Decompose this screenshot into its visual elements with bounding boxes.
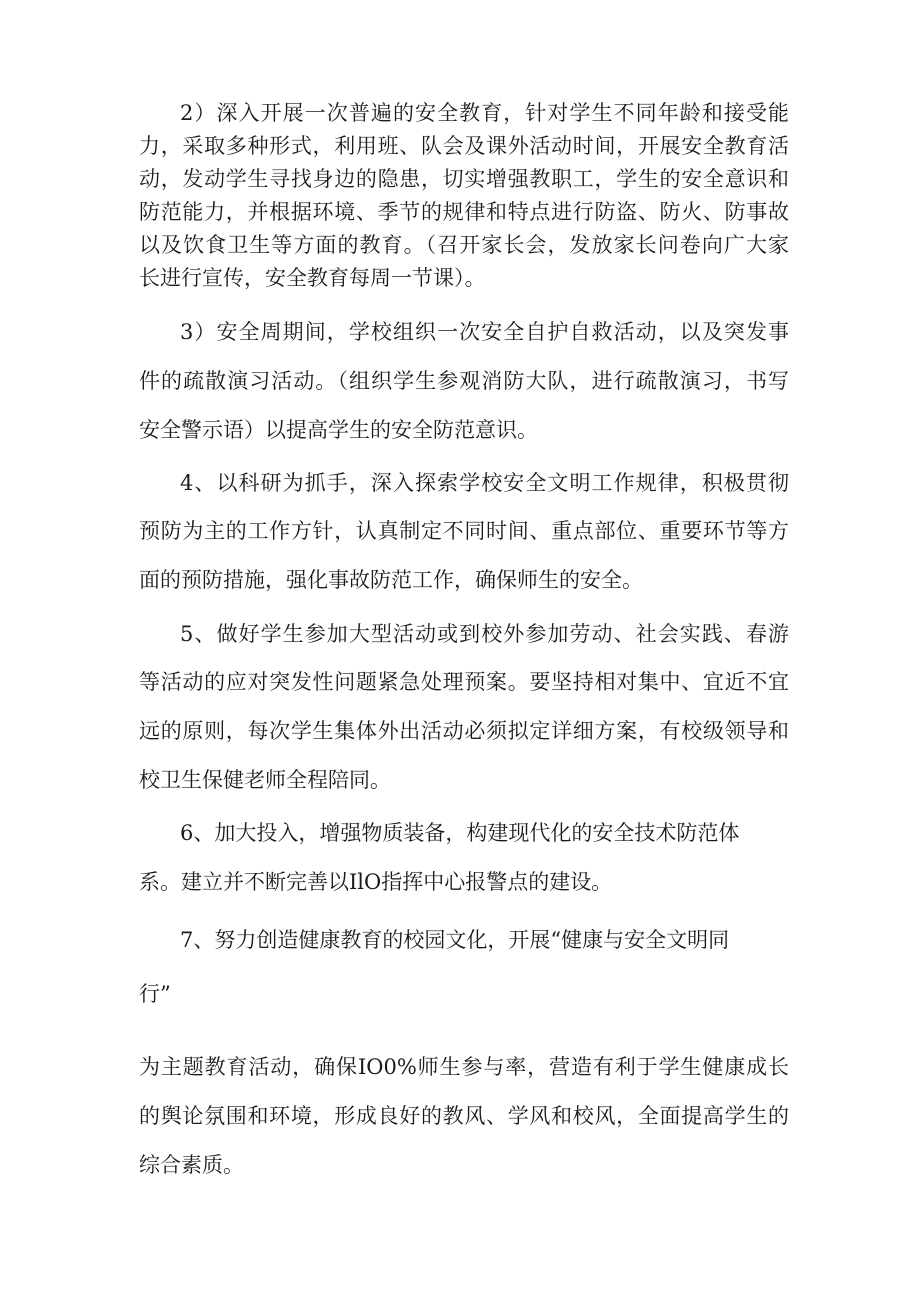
text-line: 3）安全周期间，学校组织一次安全自护自救活动，以及突发事 <box>180 320 789 344</box>
text-line: 以及饮食卫生等方面的教育。（召开家长会，发放家长问卷向广大家 <box>139 233 789 257</box>
text-line: 7、努力创造健康教育的校园文化，开展“健康与安全文明同 <box>180 928 730 952</box>
text-line: 安全警示语）以提高学生的安全防范意识。 <box>139 418 538 442</box>
text-line: 的舆论氛围和环境，形成良好的教风、学风和校风，全面提高学生的 <box>139 1104 789 1128</box>
text-line: 面的预防措施，强化事故防范工作，确保师生的安全。 <box>139 568 643 592</box>
text-line: 件的疏散演习活动。（组织学生参观消防大队，进行疏散演习，书写 <box>139 369 789 393</box>
text-line: 长进行宣传，安全教育每周一节课）。 <box>139 266 486 290</box>
text-line: 5、做好学生参加大型活动或到校外参加劳动、社会实践、春游 <box>180 622 789 646</box>
text-line: 动，发动学生寻找身边的隐患，切实增强教职工，学生的安全意识和 <box>139 167 789 191</box>
text-line: 预防为主的工作方针，认真制定不同时间、重点部位、重要环节等方 <box>139 519 789 543</box>
text-line: 4、以科研为抓手，深入探索学校安全文明工作规律，积极贯彻 <box>180 471 789 495</box>
text-line: 校卫生保健老师全程陪同。 <box>139 768 391 792</box>
text-line: 系。建立并不断完善以IlO指挥中心报警点的建设。 <box>139 870 613 894</box>
text-line: 6、加大投入，增强物质装备，构建现代化的安全技术防范体 <box>180 821 740 845</box>
text-line: 综合素质。 <box>139 1153 244 1177</box>
text-line: 等活动的应对突发性问题紧急处理预案。要坚持相对集中、宜近不宜 <box>139 670 789 694</box>
text-line: 远的原则，每次学生集体外出活动必须拟定详细方案，有校级领导和 <box>139 719 789 743</box>
text-line: 为主题教育活动，确保IO0%师生参与率，营造有利于学生健康成长 <box>139 1055 789 1079</box>
text-line: 防范能力，并根据环境、季节的规律和特点进行防盗、防火、防事故 <box>139 200 789 224</box>
text-line: 2）深入开展一次普遍的安全教育，针对学生不同年龄和接受能 <box>180 101 789 125</box>
text-line: 行” <box>139 982 171 1006</box>
text-line: 力，采取多种形式，利用班、队会及课外活动时间，开展安全教育活 <box>139 134 789 158</box>
